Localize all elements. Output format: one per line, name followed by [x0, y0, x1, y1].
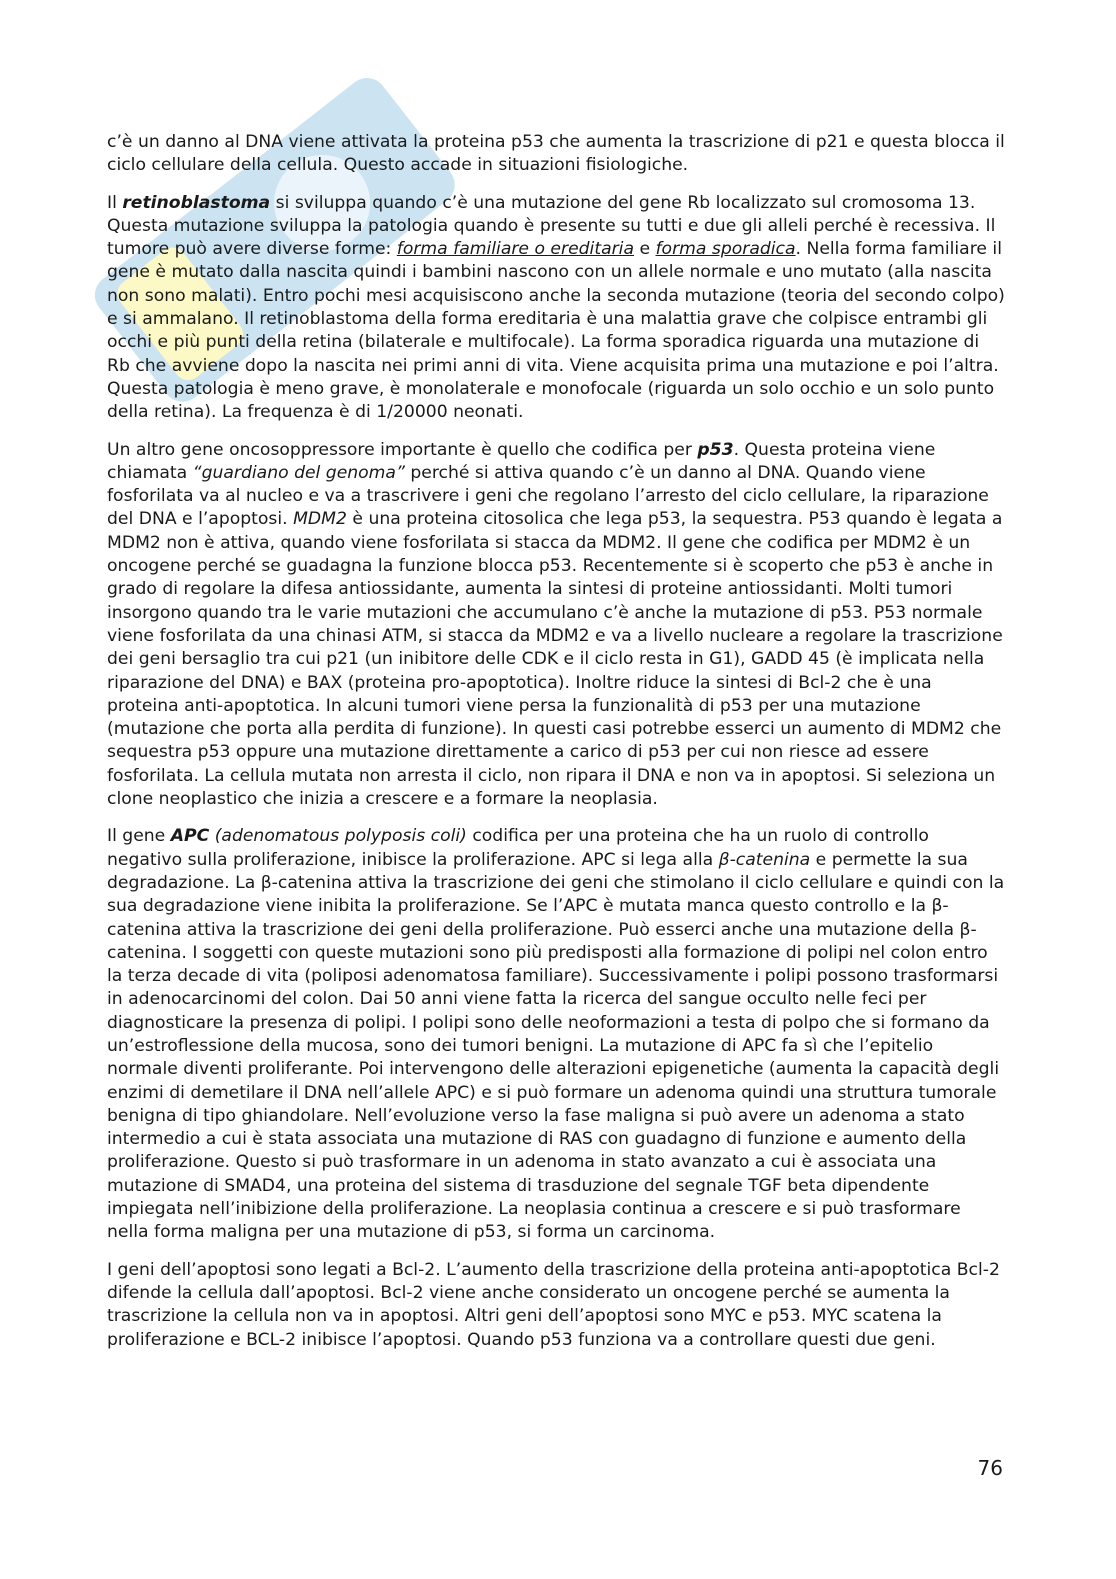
paragraph-apc	[107, 825, 1007, 1244]
text-run: . Nella forma familiare il gene è mutato dalla nascita quindi i bambini nascono con un allele normale e uno mutato (alla nascita non sono malati). Entro pochi mesi acquisiscono anche la seconda mutazione (teoria del secondo colpo) e si ammalano. Il retinoblastoma della forma ereditaria è una malattia grave che colpisce entrambi gli occhi e più punti della retina (bilaterale e multifocale). La forma sporadica riguarda una mutazione di Rb che avviene dopo la nascita nei primi anni di vita. Viene acquisita prima una mutazione e poi l’altra. Questa patologia è meno grave, è monolaterale e monofocale (riguarda un solo occhio e un solo punto della retina). La frequenza è di 1/20000 neonati.	[107, 239, 1005, 423]
term-mdm2: MDM2	[293, 509, 347, 530]
term-p53: p53	[697, 439, 734, 460]
text-run: Un altro gene oncosoppressore importante è quello che codifica per	[107, 439, 698, 460]
paragraph-retinoblastoma	[107, 192, 1007, 425]
text-run: Il gene	[107, 826, 171, 847]
text-run: si sviluppa quando c’è una mutazione del gene Rb localizzato sul cromosoma 13. Questa mutazione sviluppa la patologia quando è presente su tutti e due gli alleli perché è recessiva. Il tumore può avere diverse forme:	[107, 192, 996, 260]
text-run: e	[633, 239, 656, 260]
text-run: Il	[107, 192, 123, 213]
term-adenomatous-polyposis-coli: (adenomatous polyposis coli)	[209, 826, 467, 847]
term-forma-familiare: forma familiare o ereditaria	[396, 239, 634, 260]
paragraph-p21: c’è un danno al DNA viene attivata la proteina p53 che aumenta la trascrizione di p21 e questa blocca il ciclo cellulare della cellula. Questo accade in situazioni fisiologiche.	[107, 132, 1005, 176]
text-run: codifica per una proteina che ha un ruolo di controllo negativo sulla proliferazione, inibisce la proliferazione. APC si lega alla	[107, 826, 929, 870]
term-beta-catenina: β-catenina	[718, 849, 811, 870]
term-forma-sporadica: forma sporadica	[655, 239, 796, 260]
text-run: è una proteina citosolica che lega p53, la sequestra. P53 quando è legata a MDM2 non è attiva, quando viene fosforilata si stacca da MDM2. Il gene che codifica per MDM2 è un oncogene perché se guadagna la funzione blocca p53. Recentemente si è scoperto che p53 è anche in grado di regolare la difesa antiossidante, aumenta la sintesi di proteine antiossidanti. Molti tumori insorgono quando tra le varie mutazioni che accumulano c’è anche la mutazione di p53. P53 normale viene fosforilata da una chinasi ATM, si stacca da MDM2 e va a livello nucleare a regolare la trascrizione dei geni bersaglio tra cui p21 (un inibitore delle CDK e il ciclo resta in G1), GADD 45 (è implicata nella riparazione del DNA) e BAX (proteina pro-apoptotica). Inoltre riduce la sintesi di Bcl-2 che è una proteina anti-apoptotica. In alcuni tumori viene persa la funzionalità di p53 per una mutazione (mutazione che porta alla perdita di funzione). In questi casi potrebbe esserci un aumento di MDM2 che sequestra p53 oppure una mutazione direttamente a carico di p53 per cui non riesce ad essere fosforilata. La cellula mutata non arresta il ciclo, non ripara il DNA e non va in apoptosi. Si seleziona un clone neoplastico che inizia a crescere e a formare la neoplasia.	[107, 509, 1003, 810]
text-run: perché si attiva quando c’è un danno al DNA. Quando viene fosforilata va al nucleo e va a trascrivere i geni che regolano l’arresto del ciclo cellulare, la riparazione del DNA e l’apoptosi.	[107, 462, 989, 530]
text-run: . Questa proteina viene chiamata	[107, 439, 936, 483]
term-retinoblastoma: retinoblastoma	[122, 192, 271, 213]
document-body	[107, 131, 1007, 1366]
page-number: 76	[977, 1456, 1003, 1480]
paragraph-bcl2: I geni dell’apoptosi sono legati a Bcl-2. L’aumento della trascrizione della proteina anti-apoptotica Bcl-2 difende la cellula dall’apoptosi. Bcl-2 viene anche considerato un oncogene perché se aumenta la trascrizione la cellula non va in apoptosi. Altri geni dell’apoptosi sono MYC e p53. MYC scatena la proliferazione e BCL-2 inibisce l’apoptosi. Quando p53 funziona va a controllare questi due geni.	[107, 1259, 1000, 1350]
term-apc: APC	[170, 826, 210, 847]
paragraph-p53	[107, 439, 1007, 812]
term-guardiano-del-genoma: “guardiano del genoma”	[192, 462, 405, 483]
text-run: e permette la sua degradazione. La β-catenina attiva la trascrizione dei geni che stimolano il ciclo cellulare e quindi con la sua degradazione viene inibita la proliferazione. Se l’APC è mutata manca questo controllo e la β-catenina attiva la trascrizione dei geni della proliferazione. Può esserci anche una mutazione della β-catenina. I soggetti con queste mutazioni sono più predisposti alla formazione di polipi nel colon entro la terza decade di vita (poliposi adenomatosa familiare). Successivamente i polipi possono trasformarsi in adenocarcinomi del colon. Dai 50 anni viene fatta la ricerca del sangue occulto nelle feci per diagnosticare la presenza di polipi. I polipi sono delle neoformazioni a testa di polpo che si formano da un’estroflessione della mucosa, sono dei tumori benigni. La mutazione di APC fa sì che l’epitelio normale diventi proliferante. Poi intervengono delle alterazioni epigenetiche (aumenta la capacità degli enzimi di demetilare il DNA nell’allele APC) e si può formare un adenoma quindi una struttura tumorale benigna di tipo ghiandolare. Nell’evoluzione verso la fase maligna si può avere un adenoma a stato intermedio a cui è stata associata una mutazione di RAS con guadagno di funzione e aumento della proliferazione. Questo si può trasformare in un adenoma in stato avanzato a cui è associata una mutazione di SMAD4, una proteina del sistema di trasduzione del segnale TGF beta dipendente impiegata nell’inibizione della proliferazione. La neoplasia continua a crescere e si può trasformare nella forma maligna per una mutazione di p53, si forma un carcinoma.	[107, 849, 1005, 1243]
